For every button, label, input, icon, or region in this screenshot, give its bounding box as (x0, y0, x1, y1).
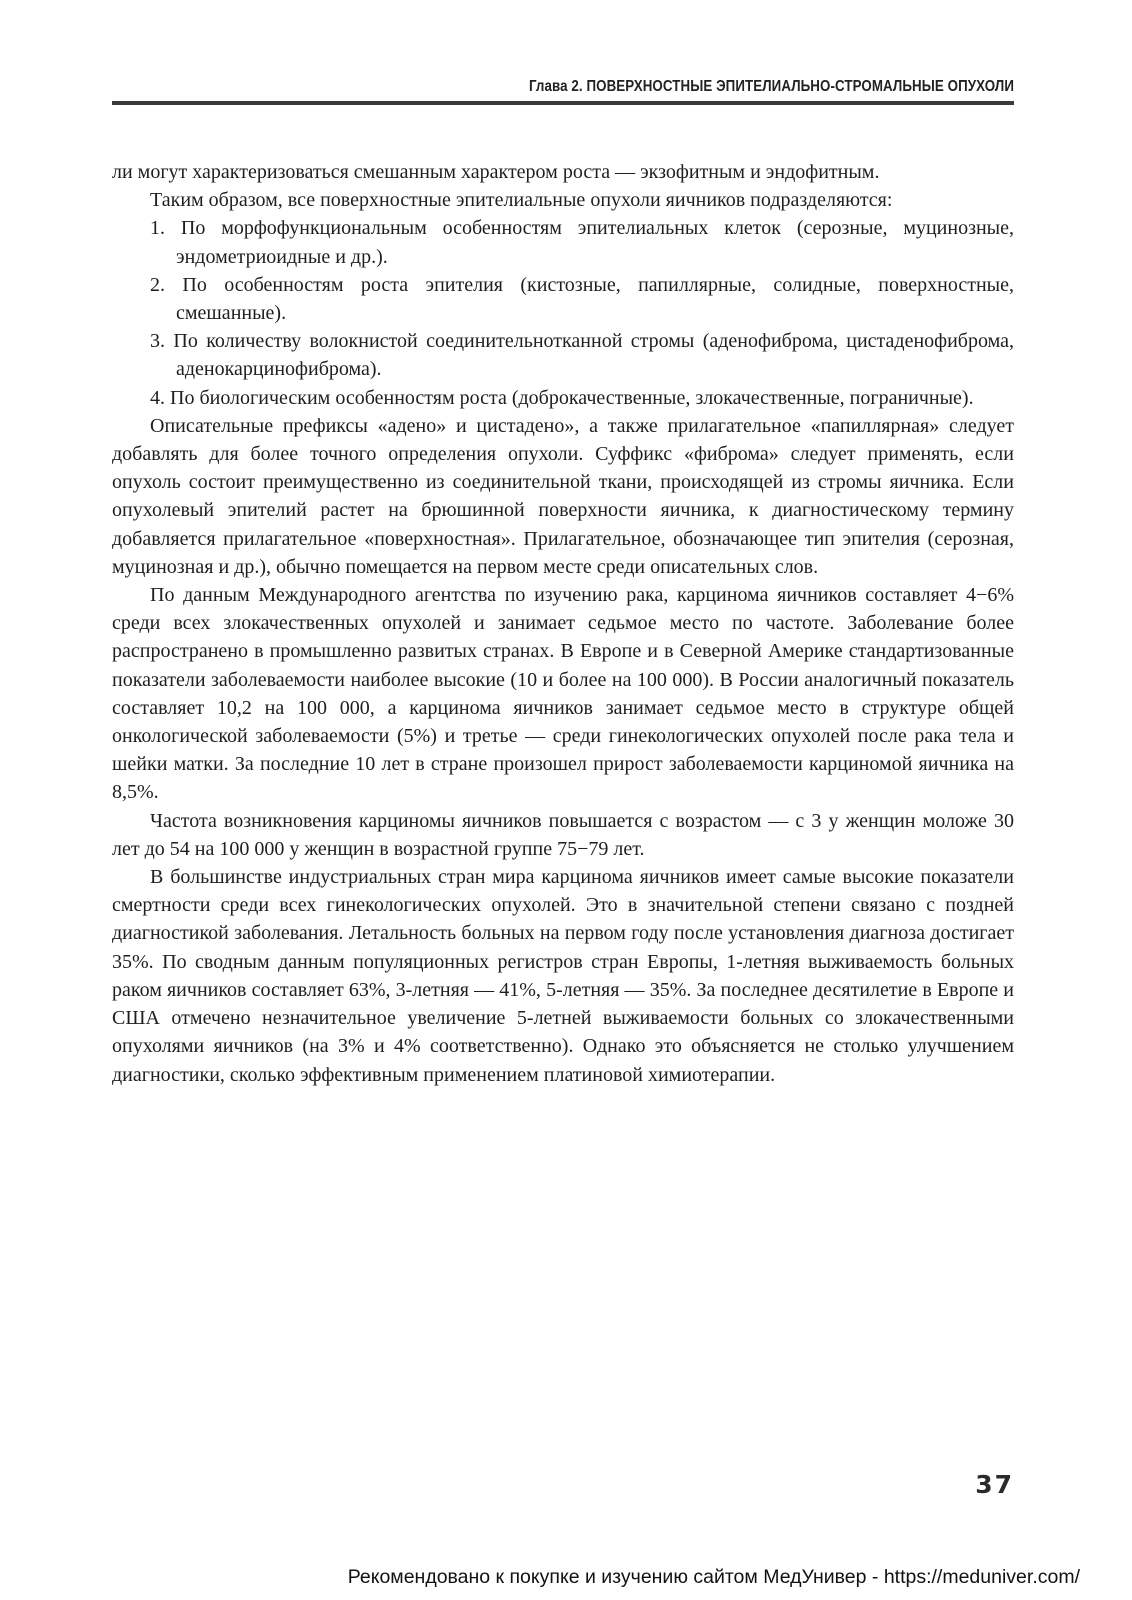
paragraph: Частота возникновения карциномы яичников повышается с возрастом — с 3 у женщин моложе 30 лет до 54 на 100 000 у женщин в возрастной группе 75−79 лет. (112, 809, 1014, 860)
page-number: 37 (975, 1470, 1014, 1499)
paragraph: Таким образом, все поверхностные эпителиальные опухоли яичников подразделяются: (150, 189, 893, 212)
list-item: 1. По морфофункциональным особенностям эпителиальных клеток (серозные, муцинозные, эндометриоидные и др.). (150, 217, 1014, 268)
running-header: Глава 2. ПОВЕРХНОСТНЫЕ ЭПИТЕЛИАЛЬНО-СТРОМАЛЬНЫЕ ОПУХОЛИ (528, 78, 1014, 95)
list-item: 4. По биологическим особенностям роста (доброкачественные, злокачественные, пограничные). (150, 386, 974, 409)
paragraph: По данным Международного агентства по изучению рака, карцинома яичников составляет 4−6% среди всех злокачественных опухолей и занимает седьмое место по частоте. Заболевание более распространено в промышленно развитых странах. В Европе и в Северной Америке стандартизованные показатели заболеваемости наиболее высокие (10 и более на 100 000). В России аналогичный показатель составляет 10,2 на 100 000, а карцинома яичников занимает седьмое место в структуре общей онкологической заболеваемости (5%) и третье — среди гинекологических опухолей после рака тела и шейки матки. За последние 10 лет в стране произошел прирост заболеваемости карциномой яичника на 8,5%. (112, 584, 1014, 804)
classification-list (112, 214, 1014, 411)
header-rule (112, 101, 1014, 105)
footer-recommendation: Рекомендовано к покупке и изучению сайтом МедУнивер - https://meduniver.com/ (347, 1566, 1080, 1588)
list-item: 3. По количеству волокнистой соединительнотканной стромы (аденофиброма, цистаденофиброма, аденокарцинофиброма). (150, 330, 1014, 381)
paragraph: В большинстве индустриальных стран мира карцинома яичников имеет самые высокие показатели смертности среди всех гинекологических опухолей. Это в значительной степени связано с поздней диагностикой заболевания. Летальность больных на первом году после установления диагноза достигает 35%. По сводным данным популяционных регистров стран Европы, 1-летняя выживаемость больных раком яичников составляет 63%, 3-летняя — 41%, 5-летняя — 35%. За последнее десятилетие в Европе и США отмечено незначительное увеличение 5-летней выживаемости больных со злокачественными опухолями яичников (на 3% и 4% соответственно). Однако это объясняется не столько улучшением диагностики, сколько эффективным применением платиновой химиотерапии. (112, 866, 1014, 1086)
list-item: 2. По особенностям роста эпителия (кистозные, папиллярные, солидные, поверхностные, смешанные). (150, 273, 1014, 325)
paragraph: ли могут характеризоваться смешанным характером роста — экзофитным и эндофитным. (112, 161, 880, 183)
paragraph: Описательные префиксы «адено» и цистадено», а также прилагательное «папиллярная» следует добавлять для более точного определения опухоли. Суффикс «фиброма» следует применять, если опухоль состоит преимущественно из соединительной ткани, происходящей из стромы яичника. Если опухолевый эпителий растет на брюшинной поверхности яичника, к диагностическому термину добавляется прилагательное «поверхностная». Прилагательное, обозначающее тип эпителия (серозная, муцинозная и др.), обычно помещается на первом месте среди описательных слов. (112, 414, 1014, 578)
page-body (112, 158, 1014, 1089)
